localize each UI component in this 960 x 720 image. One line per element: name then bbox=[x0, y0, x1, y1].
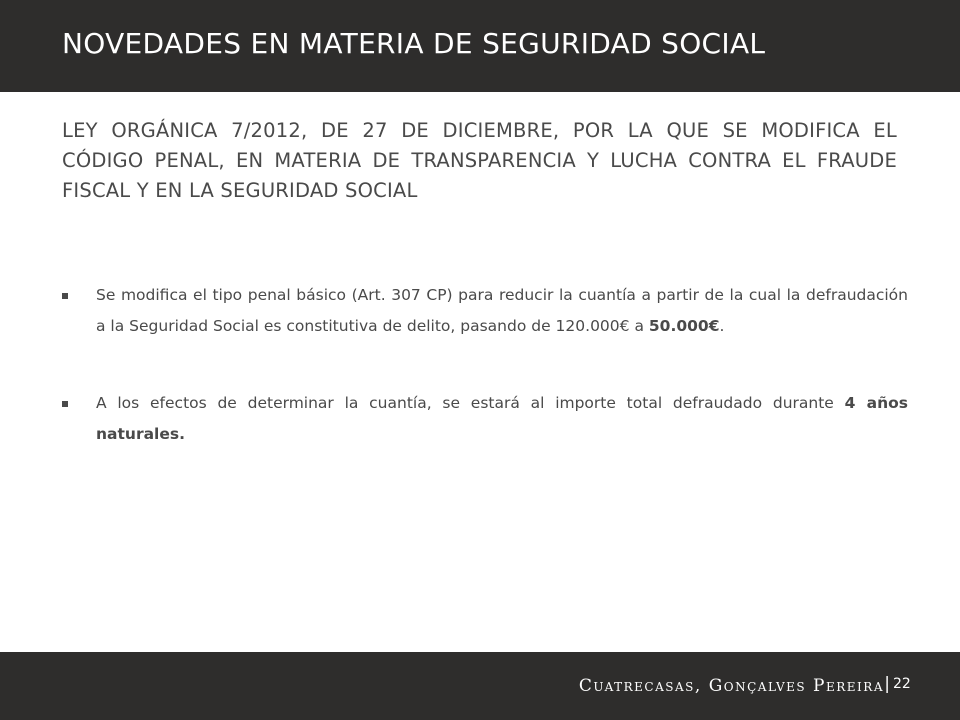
brand-logo-text: Cuatrecasas, Gonçalves Pereira bbox=[578, 676, 884, 696]
square-bullet-icon bbox=[62, 293, 68, 299]
footer-separator: | bbox=[884, 674, 890, 694]
bullet-list bbox=[62, 280, 908, 496]
bullet-text: A los efectos de determinar la cuantía, se estará al importe total defraudado durante bbox=[96, 394, 845, 412]
bullet-text-end: . bbox=[719, 317, 725, 335]
header-bar bbox=[0, 0, 960, 92]
bullet-bold-period: 4 años naturales. bbox=[96, 394, 908, 443]
square-bullet-icon bbox=[62, 401, 68, 407]
bullet-text: Se modifica el tipo penal básico (Art. 307 CP) para reducir la cuantía a partir de la cual la defraudación a la Seguridad Social es constitutiva de delito, pasando de 120.000€ a bbox=[96, 286, 908, 335]
page-number: 22 bbox=[893, 676, 911, 692]
bullet-item bbox=[62, 280, 908, 342]
law-subtitle: LEY ORGÁNICA 7/2012, DE 27 DE DICIEMBRE, POR LA QUE SE MODIFICA EL CÓDIGO PENAL, EN MATERIA DE TRANSPARENCIA Y LUCHA CONTRA EL FRAUDE FISCAL Y EN LA SEGURIDAD SOCIAL bbox=[62, 119, 897, 202]
footer-bar bbox=[0, 652, 960, 720]
bullet-item bbox=[62, 388, 908, 450]
bullet-bold-amount: 50.000€ bbox=[648, 317, 720, 335]
page-title: NOVEDADES EN MATERIA DE SEGURIDAD SOCIAL bbox=[62, 27, 766, 60]
